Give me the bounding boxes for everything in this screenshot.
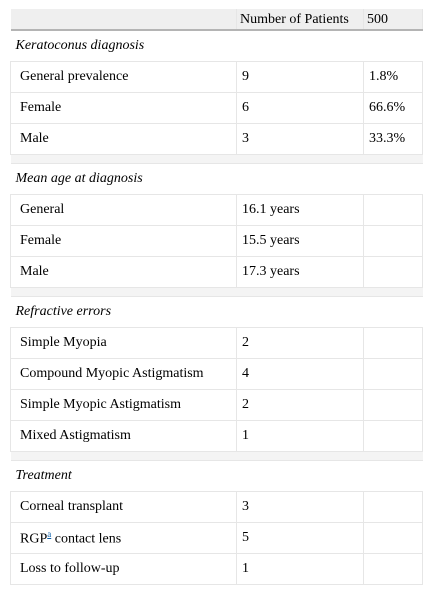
row-label: General	[11, 195, 237, 226]
row-extra	[364, 492, 423, 523]
table-row	[11, 124, 423, 155]
row-value: 15.5 years	[237, 226, 364, 257]
footnote-link[interactable]: a	[47, 528, 52, 539]
section-title: Keratoconus diagnosis	[11, 30, 423, 62]
table-row	[11, 390, 423, 421]
row-extra	[364, 523, 423, 554]
row-extra	[364, 195, 423, 226]
row-extra	[364, 257, 423, 288]
table-row	[11, 554, 423, 585]
row-value: 17.3 years	[237, 257, 364, 288]
row-label: Corneal transplant	[11, 492, 237, 523]
row-label: Loss to follow-up	[11, 554, 237, 585]
table-row	[11, 93, 423, 124]
table-header-row	[11, 9, 423, 30]
table-row	[11, 421, 423, 452]
section-header-mean-age	[11, 164, 423, 195]
table-row	[11, 195, 423, 226]
row-value: 1	[237, 554, 364, 585]
row-value: 3	[237, 124, 364, 155]
patient-statistics-table	[10, 9, 423, 585]
table-row	[11, 328, 423, 359]
row-label-with-footnote	[11, 523, 237, 554]
section-divider	[11, 452, 423, 461]
header-total: 500	[364, 9, 423, 30]
row-label: Simple Myopia	[11, 328, 237, 359]
row-label: Female	[11, 226, 237, 257]
row-extra: 33.3%	[364, 124, 423, 155]
row-label: General prevalence	[11, 62, 237, 93]
table-row	[11, 523, 423, 554]
row-extra: 1.8%	[364, 62, 423, 93]
section-divider	[11, 288, 423, 297]
table-row	[11, 359, 423, 390]
table-row	[11, 226, 423, 257]
section-header-treatment	[11, 461, 423, 492]
row-value: 1	[237, 421, 364, 452]
row-value: 3	[237, 492, 364, 523]
table-row	[11, 257, 423, 288]
row-value: 2	[237, 328, 364, 359]
row-label: RGP	[20, 531, 48, 547]
row-value: 4	[237, 359, 364, 390]
row-extra	[364, 328, 423, 359]
section-title: Mean age at diagnosis	[11, 164, 423, 195]
section-header-refractive-errors	[11, 297, 423, 328]
table-row	[11, 492, 423, 523]
section-divider	[11, 155, 423, 164]
row-extra	[364, 226, 423, 257]
row-value: 9	[237, 62, 364, 93]
row-label: Compound Myopic Astigmatism	[11, 359, 237, 390]
row-extra	[364, 390, 423, 421]
row-extra: 66.6%	[364, 93, 423, 124]
row-value: 6	[237, 93, 364, 124]
row-value: 16.1 years	[237, 195, 364, 226]
section-title: Treatment	[11, 461, 423, 492]
header-number-of-patients: Number of Patients	[237, 9, 364, 30]
row-value: 2	[237, 390, 364, 421]
row-label: Simple Myopic Astigmatism	[11, 390, 237, 421]
row-label: Mixed Astigmatism	[11, 421, 237, 452]
section-title: Refractive errors	[11, 297, 423, 328]
row-extra	[364, 421, 423, 452]
row-label: Male	[11, 257, 237, 288]
row-label: Female	[11, 93, 237, 124]
row-extra	[364, 359, 423, 390]
section-header-keratoconus	[11, 30, 423, 62]
row-label: Male	[11, 124, 237, 155]
row-label-suffix: contact lens	[51, 531, 122, 547]
header-col1	[11, 9, 237, 30]
row-value: 5	[237, 523, 364, 554]
row-extra	[364, 554, 423, 585]
table-row	[11, 62, 423, 93]
